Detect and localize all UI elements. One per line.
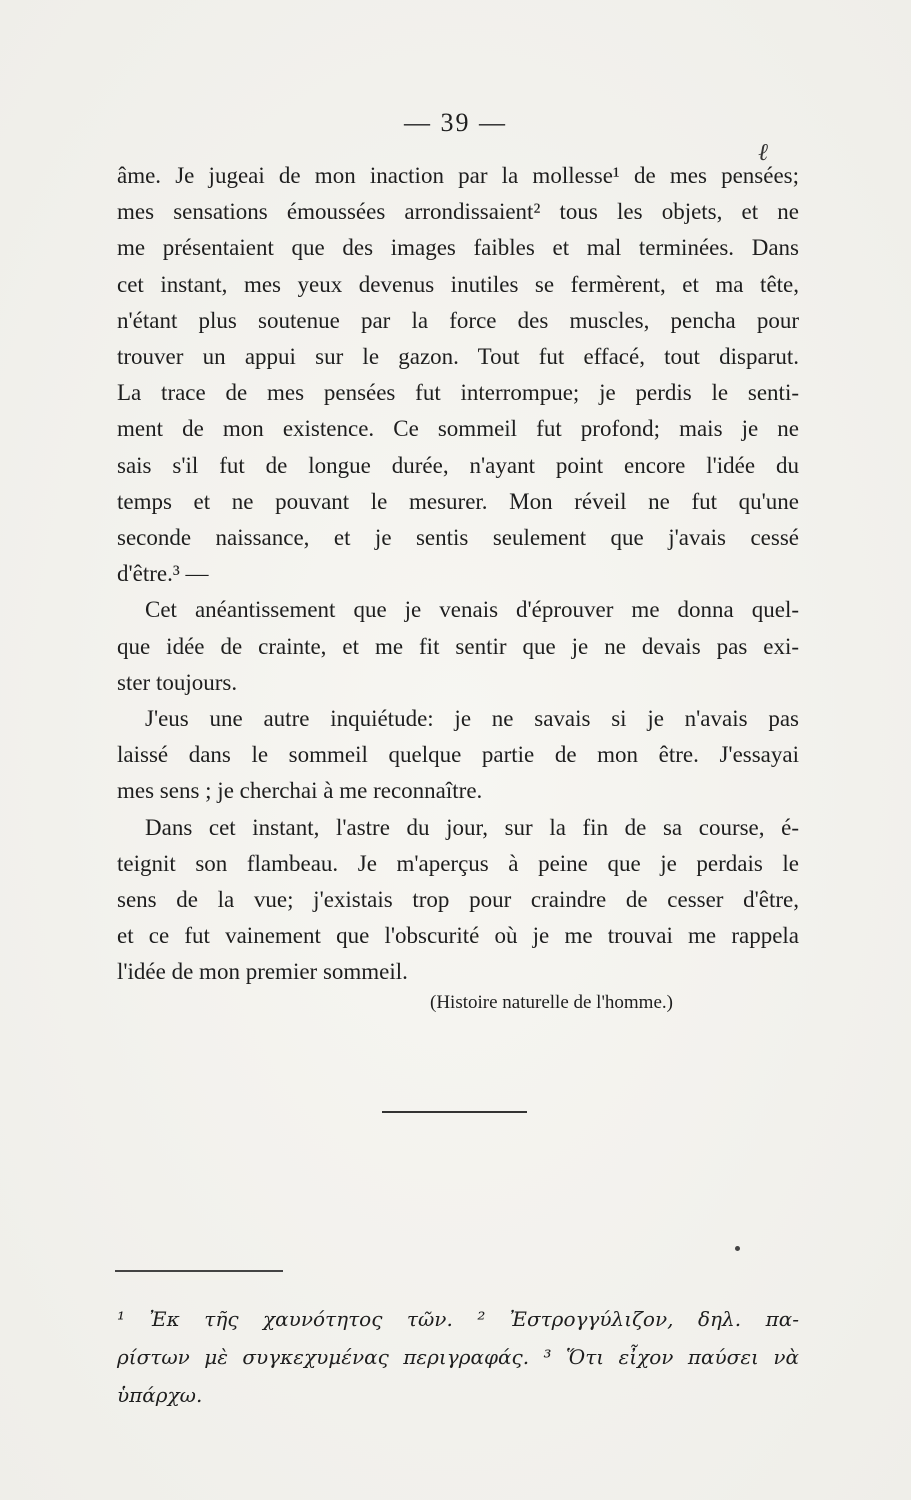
text-line: cet instant, mes yeux devenus inutiles se fermèrent, et ma tête, (117, 271, 799, 297)
footnotes (117, 1300, 799, 1414)
text-line: mes sensations émoussées arrondissaient² tous les objets, et ne (117, 199, 799, 225)
text-line: Cet anéantissement que je venais d'éprouver me donna quel- (145, 597, 799, 623)
footnote-rule (115, 1270, 283, 1272)
text-line: La trace de mes pensées fut interrompue; je perdis le senti- (117, 380, 799, 406)
footnote-line: ¹ Ἐκ τῆς χαυνότητος τῶν. ² Ἐστρογγύλιζον, δηλ. πα- (117, 1307, 799, 1331)
main-text (117, 158, 799, 991)
footnote-line: ὑπάρχω. (117, 1383, 203, 1407)
text-line: J'eus une autre inquiétude: je ne savais si je n'avais pas (145, 706, 799, 732)
citation: (Histoire naturelle de l'homme.) (430, 992, 673, 1013)
text-line: laissé dans le sommeil quelque partie de mon être. J'essayai (117, 742, 799, 768)
text-line: ment de mon existence. Ce sommeil fut profond; mais je ne (117, 416, 799, 442)
text-line: mes sens ; je cherchai à me reconnaître. (117, 778, 483, 804)
text-line: sais s'il fut de longue durée, n'ayant point encore l'idée du (117, 452, 799, 478)
paragraph-1 (117, 158, 799, 592)
paragraph-4 (117, 810, 799, 991)
footnote-line: ρίστων μὲ συγκεχυμένας περιγραφάς. ³ Ὅτι εἶχον παύσει νὰ (117, 1345, 799, 1369)
ink-dot (735, 1246, 740, 1251)
section-divider (382, 1111, 527, 1113)
text-line: Dans cet instant, l'astre du jour, sur la fin de sa course, é- (145, 814, 799, 840)
text-line: sens de la vue; j'existais trop pour craindre de cesser d'être, (117, 887, 799, 913)
text-line: âme. Je jugeai de mon inaction par la mollesse¹ de mes pensées; (117, 163, 799, 188)
text-line: et ce fut vainement que l'obscurité où je me trouvai me rappela (117, 923, 799, 949)
paragraph-3 (117, 701, 799, 810)
paragraph-2 (117, 592, 799, 701)
text-line: seconde naissance, et je sentis seulement que j'avais cessé (117, 525, 799, 551)
page-number: — 39 — (404, 108, 507, 137)
text-line: n'étant plus soutenue par la force des muscles, pencha pour (117, 307, 799, 333)
text-line: d'être.³ — (117, 561, 209, 587)
text-line: l'idée de mon premier sommeil. (117, 959, 408, 985)
margin-annotation: ℓ (758, 140, 768, 166)
text-line: me présentaient que des images faibles et mal terminées. Dans (117, 235, 799, 261)
text-line: que idée de crainte, et me fit sentir que je ne devais pas exi- (117, 633, 799, 659)
text-line: ster toujours. (117, 669, 238, 695)
text-line: trouver un appui sur le gazon. Tout fut effacé, tout disparut. (117, 344, 799, 370)
text-line: teignit son flambeau. Je m'aperçus à peine que je perdais le (117, 850, 799, 876)
text-line: temps et ne pouvant le mesurer. Mon réveil ne fut qu'une (117, 488, 799, 514)
